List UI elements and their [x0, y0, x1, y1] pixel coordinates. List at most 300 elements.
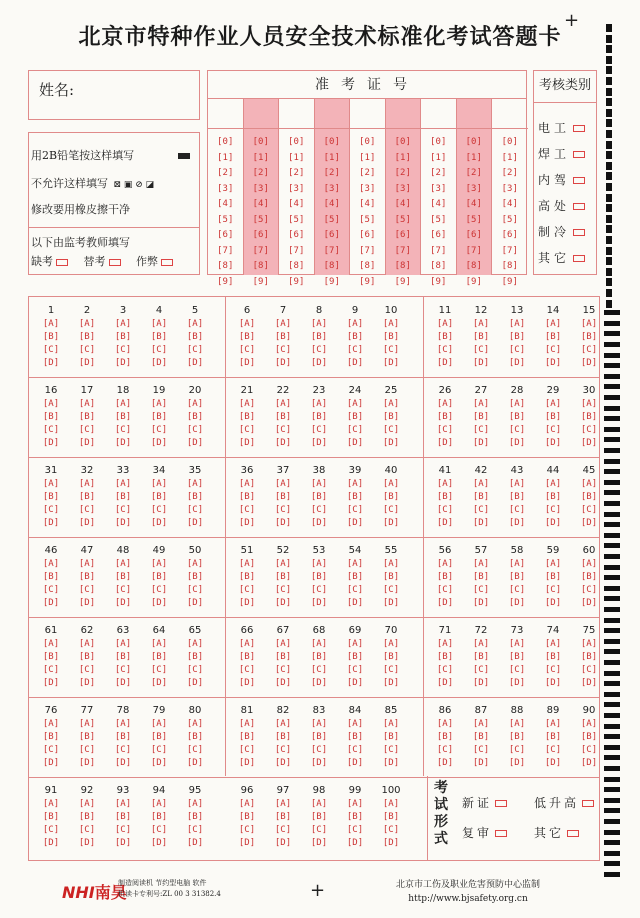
answer-bubble[interactable]: [D] [382, 518, 400, 528]
answer-bubble[interactable]: [A] [78, 559, 96, 569]
answer-bubble[interactable]: [D] [150, 838, 168, 848]
exam-id-digit-bubble[interactable]: [7] [252, 245, 269, 256]
answer-bubble[interactable]: [C] [472, 585, 490, 595]
answer-bubble[interactable]: [A] [274, 399, 292, 409]
answer-bubble[interactable]: [C] [238, 345, 256, 355]
exam-id-digit-bubble[interactable]: [5] [465, 214, 482, 225]
question-57[interactable] [463, 545, 499, 610]
question-56[interactable] [427, 545, 463, 610]
exam-id-digit-bubble[interactable]: [4] [430, 199, 447, 209]
answer-bubble[interactable]: [D] [238, 358, 256, 368]
answer-bubble[interactable]: [D] [310, 758, 328, 768]
question-40[interactable] [373, 465, 409, 530]
question-62[interactable] [69, 625, 105, 690]
answer-bubble[interactable]: [B] [78, 332, 96, 342]
answer-bubble[interactable]: [C] [42, 825, 60, 835]
exam-id-digit-options[interactable] [244, 135, 279, 290]
answer-bubble[interactable]: [D] [238, 518, 256, 528]
answer-bubble[interactable]: [A] [42, 799, 60, 809]
answer-bubble[interactable]: [D] [544, 598, 562, 608]
answer-bubble[interactable]: [C] [274, 665, 292, 675]
answer-bubble[interactable]: [A] [238, 559, 256, 569]
exam-id-digit-bubble[interactable]: [6] [323, 230, 340, 240]
category-welder[interactable]: 焊工 [538, 145, 585, 162]
answer-bubble[interactable]: [B] [346, 572, 364, 582]
answer-bubble[interactable]: [C] [544, 505, 562, 515]
answer-bubble[interactable]: [D] [150, 758, 168, 768]
answer-bubble[interactable]: [D] [436, 438, 454, 448]
answer-bubble[interactable]: [D] [436, 358, 454, 368]
answer-bubble[interactable]: [A] [346, 479, 364, 489]
answer-bubble[interactable]: [D] [508, 438, 526, 448]
answer-bubble[interactable]: [B] [238, 412, 256, 422]
question-43[interactable] [499, 465, 535, 530]
exam-id-digit-bubble[interactable]: [7] [430, 245, 447, 256]
answer-bubble[interactable]: [D] [508, 758, 526, 768]
exam-id-digit-bubble[interactable]: [5] [252, 214, 269, 225]
question-14[interactable] [535, 305, 571, 370]
answer-bubble[interactable]: [C] [382, 665, 400, 675]
answer-bubble[interactable]: [A] [42, 399, 60, 409]
answer-bubble[interactable]: [A] [472, 719, 490, 729]
answer-bubble[interactable]: [A] [580, 319, 598, 329]
answer-bubble[interactable]: [D] [382, 758, 400, 768]
exam-id-digit-bubble[interactable]: [7] [465, 245, 482, 256]
answer-bubble[interactable]: [A] [114, 479, 132, 489]
exam-id-digit-bubble[interactable]: [0] [430, 137, 447, 147]
answer-bubble[interactable]: [B] [238, 572, 256, 582]
question-34[interactable] [141, 465, 177, 530]
exam-id-digit-bubble[interactable]: [2] [217, 168, 234, 178]
answer-bubble[interactable]: [D] [472, 358, 490, 368]
question-85[interactable] [373, 705, 409, 770]
answer-bubble[interactable]: [B] [346, 332, 364, 342]
answer-bubble[interactable]: [A] [544, 559, 562, 569]
question-72[interactable] [463, 625, 499, 690]
question-37[interactable] [265, 465, 301, 530]
answer-bubble[interactable]: [C] [186, 825, 204, 835]
question-45[interactable] [571, 465, 607, 530]
answer-bubble[interactable]: [D] [310, 678, 328, 688]
question-47[interactable] [69, 545, 105, 610]
answer-bubble[interactable]: [A] [346, 639, 364, 649]
exam-id-digit-bubble[interactable]: [1] [359, 152, 376, 163]
answer-bubble[interactable]: [D] [580, 758, 598, 768]
question-21[interactable] [229, 385, 265, 450]
answer-bubble[interactable]: [A] [472, 639, 490, 649]
exam-id-digit-bubble[interactable]: [4] [394, 199, 411, 209]
answer-bubble[interactable]: [D] [114, 438, 132, 448]
exam-id-digit-column[interactable] [350, 99, 386, 287]
answer-bubble[interactable]: [B] [114, 652, 132, 662]
question-12[interactable] [463, 305, 499, 370]
answer-bubble[interactable]: [D] [472, 598, 490, 608]
answer-bubble[interactable]: [C] [238, 425, 256, 435]
answer-bubble[interactable]: [C] [78, 585, 96, 595]
exam-id-digit-bubble[interactable]: [2] [394, 168, 411, 178]
question-36[interactable] [229, 465, 265, 530]
answer-bubble[interactable]: [C] [42, 585, 60, 595]
answer-bubble[interactable]: [A] [42, 559, 60, 569]
answer-bubble[interactable]: [B] [186, 812, 204, 822]
answer-bubble[interactable]: [D] [274, 518, 292, 528]
question-61[interactable] [33, 625, 69, 690]
answer-bubble[interactable]: [C] [472, 505, 490, 515]
answer-bubble[interactable]: [B] [78, 812, 96, 822]
answer-bubble[interactable]: [A] [114, 399, 132, 409]
answer-bubble[interactable]: [D] [310, 518, 328, 528]
answer-bubble[interactable]: [B] [346, 732, 364, 742]
answer-bubble[interactable]: [D] [508, 678, 526, 688]
question-73[interactable] [499, 625, 535, 690]
question-78[interactable] [105, 705, 141, 770]
answer-bubble[interactable]: [C] [42, 425, 60, 435]
exam-id-digit-options[interactable] [208, 135, 243, 290]
exam-id-digit-bubble[interactable]: [5] [501, 214, 518, 225]
question-58[interactable] [499, 545, 535, 610]
question-67[interactable] [265, 625, 301, 690]
answer-bubble[interactable]: [D] [310, 438, 328, 448]
answer-bubble[interactable]: [D] [274, 358, 292, 368]
exam-id-digit-bubble[interactable]: [9] [217, 276, 234, 287]
answer-bubble[interactable]: [C] [382, 425, 400, 435]
answer-bubble[interactable]: [D] [382, 598, 400, 608]
answer-bubble[interactable]: [C] [436, 585, 454, 595]
answer-bubble[interactable]: [C] [436, 745, 454, 755]
answer-bubble[interactable]: [A] [382, 399, 400, 409]
exam-id-digit-bubble[interactable]: [2] [501, 168, 518, 178]
answer-bubble[interactable]: [D] [238, 678, 256, 688]
answer-bubble[interactable]: [C] [114, 745, 132, 755]
answer-bubble[interactable]: [C] [78, 825, 96, 835]
exam-id-digit-options[interactable] [315, 135, 350, 290]
answer-bubble[interactable]: [A] [544, 479, 562, 489]
answer-bubble[interactable]: [C] [472, 345, 490, 355]
answer-bubble[interactable]: [C] [346, 345, 364, 355]
exam-id-digit-bubble[interactable]: [0] [359, 137, 376, 147]
substitute-box[interactable] [109, 259, 121, 266]
answer-bubble[interactable]: [B] [186, 332, 204, 342]
answer-bubble[interactable]: [D] [346, 518, 364, 528]
question-80[interactable] [177, 705, 213, 770]
answer-bubble[interactable]: [D] [42, 598, 60, 608]
question-96[interactable] [229, 785, 265, 850]
answer-bubble[interactable]: [B] [310, 652, 328, 662]
question-93[interactable] [105, 785, 141, 850]
answer-bubble[interactable]: [B] [186, 492, 204, 502]
exam-id-digit-bubble[interactable]: [0] [501, 137, 518, 147]
answer-bubble[interactable]: [C] [78, 745, 96, 755]
exam-id-digit-options[interactable] [492, 135, 528, 290]
answer-bubble[interactable]: [D] [78, 438, 96, 448]
answer-bubble[interactable]: [D] [114, 358, 132, 368]
answer-bubble[interactable]: [B] [382, 572, 400, 582]
name-field[interactable] [28, 70, 200, 120]
answer-bubble[interactable]: [B] [382, 492, 400, 502]
question-100[interactable] [373, 785, 409, 850]
answer-bubble[interactable]: [B] [310, 332, 328, 342]
answer-bubble[interactable]: [B] [544, 572, 562, 582]
exam-id-digit-bubble[interactable]: [7] [394, 245, 411, 256]
question-2[interactable] [69, 305, 105, 370]
mode-new-cert[interactable]: 新证 [462, 794, 507, 811]
answer-bubble[interactable]: [C] [114, 825, 132, 835]
answer-bubble[interactable]: [A] [436, 559, 454, 569]
answer-bubble[interactable]: [C] [274, 585, 292, 595]
exam-id-digit-options[interactable] [386, 135, 421, 290]
answer-bubble[interactable]: [B] [238, 732, 256, 742]
answer-bubble[interactable]: [D] [472, 758, 490, 768]
answer-bubble[interactable]: [B] [544, 732, 562, 742]
answer-bubble[interactable]: [B] [150, 492, 168, 502]
answer-bubble[interactable]: [A] [310, 719, 328, 729]
answer-bubble[interactable]: [D] [436, 518, 454, 528]
answer-bubble[interactable]: [C] [544, 745, 562, 755]
answer-bubble[interactable]: [C] [436, 665, 454, 675]
answer-bubble[interactable]: [A] [382, 799, 400, 809]
answer-bubble[interactable]: [D] [114, 598, 132, 608]
exam-id-digit-bubble[interactable]: [8] [288, 261, 305, 271]
answer-bubble[interactable]: [B] [544, 412, 562, 422]
answer-bubble[interactable]: [A] [274, 639, 292, 649]
exam-id-write-box[interactable] [279, 99, 314, 129]
answer-bubble[interactable]: [D] [42, 358, 60, 368]
exam-id-digit-bubble[interactable]: [9] [465, 276, 482, 287]
exam-id-digit-bubble[interactable]: [9] [252, 276, 269, 287]
answer-bubble[interactable]: [A] [346, 719, 364, 729]
answer-bubble[interactable]: [C] [508, 665, 526, 675]
answer-bubble[interactable]: [B] [472, 652, 490, 662]
answer-bubble[interactable]: [A] [78, 319, 96, 329]
answer-bubble[interactable]: [A] [114, 639, 132, 649]
exam-id-write-box[interactable] [457, 99, 492, 129]
exam-id-digit-bubble[interactable]: [0] [252, 137, 269, 147]
answer-bubble[interactable]: [B] [508, 412, 526, 422]
answer-bubble[interactable]: [A] [114, 559, 132, 569]
category-driver[interactable]: 内驾 [538, 171, 585, 188]
answer-bubble[interactable]: [A] [186, 479, 204, 489]
answer-bubble[interactable]: [B] [42, 812, 60, 822]
answer-bubble[interactable]: [B] [508, 572, 526, 582]
answer-bubble[interactable]: [A] [42, 719, 60, 729]
answer-bubble[interactable]: [C] [186, 505, 204, 515]
answer-bubble[interactable]: [A] [186, 399, 204, 409]
answer-bubble[interactable]: [A] [544, 719, 562, 729]
question-31[interactable] [33, 465, 69, 530]
exam-id-digit-bubble[interactable]: [3] [359, 183, 376, 194]
answer-bubble[interactable]: [D] [274, 438, 292, 448]
exam-id-digit-bubble[interactable]: [6] [394, 230, 411, 240]
answer-bubble[interactable]: [C] [472, 745, 490, 755]
answer-bubble[interactable]: [D] [150, 358, 168, 368]
answer-bubble[interactable]: [A] [544, 639, 562, 649]
answer-bubble[interactable]: [B] [580, 652, 598, 662]
answer-bubble[interactable]: [B] [472, 492, 490, 502]
answer-bubble[interactable]: [B] [78, 572, 96, 582]
exam-id-digit-bubble[interactable]: [2] [252, 168, 269, 178]
question-65[interactable] [177, 625, 213, 690]
exam-id-digit-bubble[interactable]: [1] [288, 152, 305, 163]
answer-bubble[interactable]: [C] [238, 585, 256, 595]
answer-bubble[interactable]: [D] [346, 598, 364, 608]
answer-bubble[interactable]: [C] [42, 665, 60, 675]
exam-id-digit-bubble[interactable]: [6] [430, 230, 447, 240]
answer-bubble[interactable]: [D] [580, 598, 598, 608]
answer-bubble[interactable]: [C] [508, 425, 526, 435]
answer-bubble[interactable]: [D] [186, 838, 204, 848]
answer-bubble[interactable]: [C] [186, 345, 204, 355]
answer-bubble[interactable]: [A] [472, 319, 490, 329]
answer-bubble[interactable]: [C] [150, 505, 168, 515]
question-20[interactable] [177, 385, 213, 450]
exam-id-write-box[interactable] [315, 99, 350, 129]
answer-bubble[interactable]: [A] [472, 559, 490, 569]
answer-bubble[interactable]: [A] [436, 319, 454, 329]
exam-id-write-box[interactable] [386, 99, 421, 129]
exam-id-digit-bubble[interactable]: [3] [288, 183, 305, 194]
answer-bubble[interactable]: [B] [472, 732, 490, 742]
question-8[interactable] [301, 305, 337, 370]
answer-bubble[interactable]: [B] [472, 412, 490, 422]
answer-bubble[interactable]: [A] [310, 799, 328, 809]
answer-bubble[interactable]: [D] [42, 678, 60, 688]
question-1[interactable] [33, 305, 69, 370]
answer-bubble[interactable]: [B] [472, 572, 490, 582]
answer-bubble[interactable]: [B] [238, 652, 256, 662]
answer-bubble[interactable]: [D] [382, 438, 400, 448]
answer-bubble[interactable]: [C] [508, 745, 526, 755]
category-electrician[interactable]: 电工 [538, 119, 585, 136]
exam-id-digit-bubble[interactable]: [5] [430, 214, 447, 225]
mode-other[interactable]: 其它 [534, 824, 579, 841]
answer-bubble[interactable]: [C] [472, 425, 490, 435]
question-30[interactable] [571, 385, 607, 450]
answer-bubble[interactable]: [A] [78, 399, 96, 409]
answer-bubble[interactable]: [B] [580, 572, 598, 582]
question-32[interactable] [69, 465, 105, 530]
exam-id-digit-bubble[interactable]: [0] [217, 137, 234, 147]
question-29[interactable] [535, 385, 571, 450]
exam-id-digit-bubble[interactable]: [6] [217, 230, 234, 240]
answer-bubble[interactable]: [A] [310, 399, 328, 409]
exam-id-digit-bubble[interactable]: [7] [359, 245, 376, 256]
question-68[interactable] [301, 625, 337, 690]
answer-bubble[interactable]: [A] [310, 639, 328, 649]
answer-bubble[interactable]: [B] [78, 492, 96, 502]
question-15[interactable] [571, 305, 607, 370]
answer-bubble[interactable]: [C] [274, 745, 292, 755]
answer-bubble[interactable]: [A] [310, 559, 328, 569]
exam-id-digit-bubble[interactable]: [9] [394, 276, 411, 287]
answer-bubble[interactable]: [A] [150, 799, 168, 809]
answer-bubble[interactable]: [A] [150, 399, 168, 409]
answer-bubble[interactable]: [C] [544, 665, 562, 675]
question-86[interactable] [427, 705, 463, 770]
answer-bubble[interactable]: [A] [42, 479, 60, 489]
answer-bubble[interactable]: [A] [346, 799, 364, 809]
question-38[interactable] [301, 465, 337, 530]
question-82[interactable] [265, 705, 301, 770]
answer-bubble[interactable]: [D] [508, 358, 526, 368]
question-90[interactable] [571, 705, 607, 770]
exam-id-digit-bubble[interactable]: [4] [288, 199, 305, 209]
answer-bubble[interactable]: [C] [310, 825, 328, 835]
answer-bubble[interactable]: [B] [42, 652, 60, 662]
answer-bubble[interactable]: [C] [436, 425, 454, 435]
answer-bubble[interactable]: [A] [346, 399, 364, 409]
answer-bubble[interactable]: [A] [346, 319, 364, 329]
answer-bubble[interactable]: [C] [580, 505, 598, 515]
question-22[interactable] [265, 385, 301, 450]
answer-bubble[interactable]: [C] [346, 505, 364, 515]
answer-bubble[interactable]: [C] [186, 745, 204, 755]
question-98[interactable] [301, 785, 337, 850]
answer-bubble[interactable]: [D] [78, 598, 96, 608]
answer-bubble[interactable]: [D] [436, 598, 454, 608]
question-74[interactable] [535, 625, 571, 690]
question-99[interactable] [337, 785, 373, 850]
answer-bubble[interactable]: [D] [544, 758, 562, 768]
exam-id-digit-bubble[interactable]: [1] [501, 152, 518, 163]
exam-id-digit-bubble[interactable]: [2] [359, 168, 376, 178]
answer-bubble[interactable]: [B] [544, 652, 562, 662]
answer-bubble[interactable]: [C] [186, 585, 204, 595]
exam-id-digit-bubble[interactable]: [1] [217, 152, 234, 163]
exam-id-digit-bubble[interactable]: [6] [501, 230, 518, 240]
answer-bubble[interactable]: [C] [382, 585, 400, 595]
answer-bubble[interactable]: [D] [42, 438, 60, 448]
answer-bubble[interactable]: [B] [78, 412, 96, 422]
answer-bubble[interactable]: [D] [78, 678, 96, 688]
answer-bubble[interactable]: [A] [274, 799, 292, 809]
question-97[interactable] [265, 785, 301, 850]
answer-bubble[interactable]: [B] [114, 412, 132, 422]
exam-id-digit-bubble[interactable]: [5] [323, 214, 340, 225]
answer-bubble[interactable]: [B] [382, 412, 400, 422]
answer-bubble[interactable]: [A] [150, 559, 168, 569]
answer-bubble[interactable]: [C] [150, 745, 168, 755]
exam-id-digit-bubble[interactable]: [2] [323, 168, 340, 178]
answer-bubble[interactable]: [A] [150, 479, 168, 489]
exam-id-digit-column[interactable] [244, 99, 280, 287]
answer-bubble[interactable]: [A] [274, 719, 292, 729]
exam-id-digit-bubble[interactable]: [3] [465, 183, 482, 194]
answer-bubble[interactable]: [C] [508, 345, 526, 355]
exam-id-digit-bubble[interactable]: [4] [252, 199, 269, 209]
answer-bubble[interactable]: [D] [78, 838, 96, 848]
answer-bubble[interactable]: [B] [310, 412, 328, 422]
answer-bubble[interactable]: [A] [346, 559, 364, 569]
mode-upgrade[interactable]: 低升高 [534, 794, 594, 811]
answer-bubble[interactable]: [B] [274, 412, 292, 422]
question-41[interactable] [427, 465, 463, 530]
question-87[interactable] [463, 705, 499, 770]
answer-bubble[interactable]: [C] [346, 665, 364, 675]
answer-bubble[interactable]: [D] [310, 358, 328, 368]
answer-bubble[interactable]: [D] [42, 838, 60, 848]
answer-bubble[interactable]: [B] [544, 492, 562, 502]
answer-bubble[interactable]: [D] [114, 758, 132, 768]
cheating-box[interactable] [161, 259, 173, 266]
answer-bubble[interactable]: [A] [238, 639, 256, 649]
question-84[interactable] [337, 705, 373, 770]
answer-bubble[interactable]: [B] [310, 492, 328, 502]
answer-bubble[interactable]: [A] [436, 639, 454, 649]
exam-id-digit-bubble[interactable]: [3] [217, 183, 234, 194]
exam-id-digit-column[interactable] [279, 99, 315, 287]
question-24[interactable] [337, 385, 373, 450]
answer-bubble[interactable]: [D] [310, 598, 328, 608]
